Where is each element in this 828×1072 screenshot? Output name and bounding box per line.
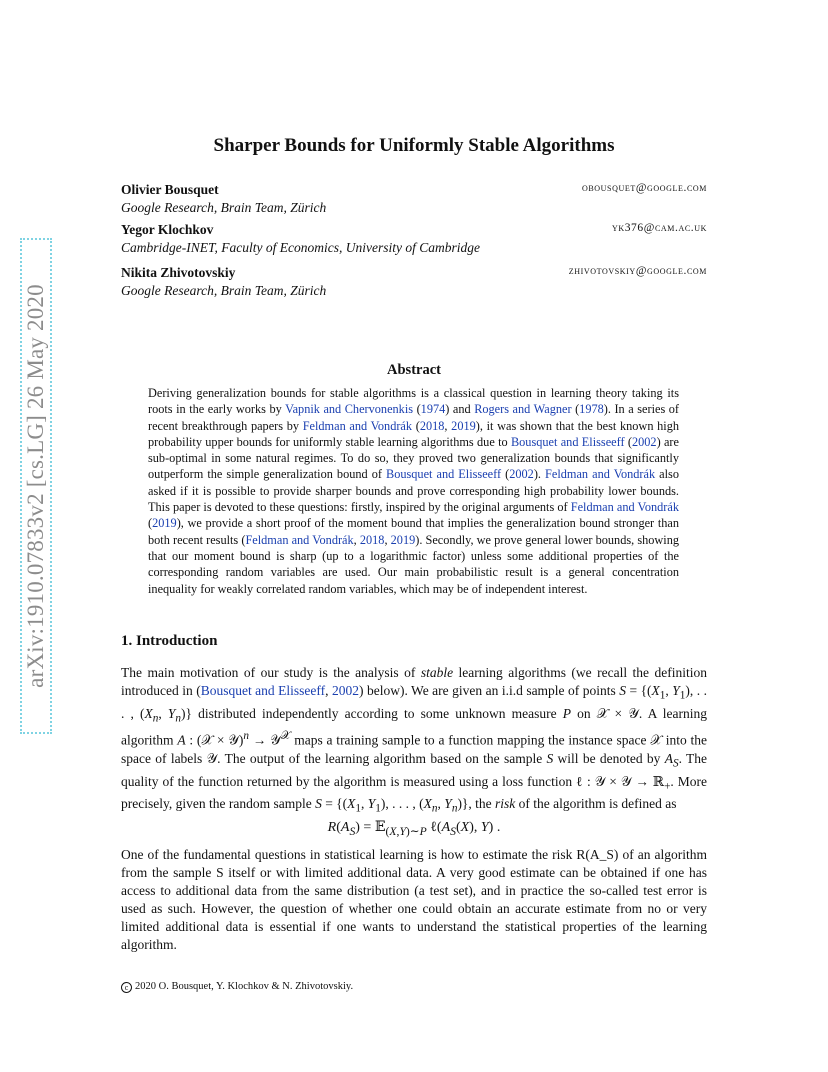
abstract-text: Deriving generalization bounds for stable algorithms is a classical question in learning theory taking its roots in the early works by Vapnik and Chervonenkis (1974) and Rogers and Wagner (1978). In a series of recent breakthrough papers by Feldman and Vondrák (2018, 2019), it was shown that the best known high probability upper bounds for uniformly stable learning algorithms due to Bousquet and Elisseeff (2002) are sub-optimal in some natural regimes. To do so, they proved two generalization bounds that significantly outperform the simple generalization bound of Bousquet and Elisseeff (2002). Feldman and Vondrák also asked if it is possible to provide sharper bounds and prove corresponding high probability lower bounds. This paper is devoted to these questions: firstly, inspired by the original arguments of Feldman and Vondrák (2019), we provide a short proof of the moment bound that implies the generalization bound stronger than both recent results (Feldman and Vondrák, 2018, 2019). Secondly, we prove general lower bounds, showing that our moment bound is sharp (up to a logarithmic factor) unless some additional properties of the corresponding random variables are used. Our main probabilistic result is a general concentration inequality for weakly correlated random variables, which may be of independent interest. xyxy=(148,386,680,596)
author-name: Olivier Bousquet xyxy=(121,182,219,197)
intro-paragraph-2: One of the fundamental questions in statistical learning is how to estimate the risk R(A_S) of an algorithm from the sample S itself or with limited additional data. A very good estimate can be obtained if one has access to additional data from the same distribution (a test set), and in practice the so-called test error is used as such. However, the question of whether one could obtain an accurate estimate from no or very limited additional data is essential if one wants to understand the statistical properties of the learning algorithm. xyxy=(121,847,707,952)
arxiv-stamp xyxy=(20,238,52,734)
citation-link[interactable]: Bousquet and Elisseeff xyxy=(510,434,625,449)
citation-link[interactable]: Feldman and Vondrák xyxy=(570,500,679,515)
author-email[interactable]: obousquet@google.com xyxy=(581,182,707,194)
intro-paragraph-1: The main motivation of our study is the analysis of stable learning algorithms (we recall the definition introduced in (Bousquet and Elisseeff, 2002) below). We are given an i.i.d sample of points $S = \{(X_1$, $Y_1$), . . . , ($X_n$, $Y_n$)} distributed independently according to some unknown measure P on 𝒳 × 𝒴. A learning algorithm A : (𝒳 × 𝒴)$^n$ → 𝒴$^𝒳$ maps a training sample to a function mapping the instance space 𝒳 into the space of labels 𝒴. The output of the learning algorithm based on the sample S will be denoted by $A_S$. The quality of the function returned by the algorithm is measured using a loss function ℓ : 𝒴 × 𝒴 → ℝ$_+$. More precisely, given the random sample $S = \{(X_1$, $Y_1$), . . . , ($X_n$, $Y_n$)}, the risk of the algorithm is defined as xyxy=(121,665,707,815)
arxiv-id: arXiv:1910.07833v2 [cs.LG] 26 May 2020 xyxy=(23,284,48,688)
citation-link[interactable]: 2019 xyxy=(390,532,416,547)
section-heading: 1. Introduction xyxy=(121,633,218,649)
author-block xyxy=(121,181,707,217)
footnote-text: 2020 O. Bousquet, Y. Klochkov & N. Zhivotovskiy. xyxy=(135,981,354,992)
citation-link[interactable]: Feldman and Vondrák xyxy=(545,467,656,482)
author-email[interactable]: yk376@cam.ac.uk xyxy=(611,222,707,234)
citation-link[interactable]: 2019 xyxy=(451,418,476,433)
abstract-heading: Abstract xyxy=(387,362,441,378)
citation-link[interactable]: 2002 xyxy=(509,467,534,482)
author-email[interactable]: zhivotovskiy@google.com xyxy=(568,265,707,277)
copyright-footnote xyxy=(121,981,353,993)
citation-link[interactable]: Rogers and Wagner xyxy=(474,402,572,417)
citation-link[interactable]: 1978 xyxy=(579,402,604,417)
author-affiliation: Cambridge-INET, Faculty of Economics, University of Cambridge xyxy=(121,240,480,255)
author-block xyxy=(121,221,707,257)
author-affiliation: Google Research, Brain Team, Zürich xyxy=(121,200,327,215)
citation-link[interactable]: Feldman and Vondrák xyxy=(302,418,413,433)
citation-link[interactable]: Bousquet and Elisseeff xyxy=(386,467,502,482)
author-name: Yegor Klochkov xyxy=(121,222,214,237)
risk-equation: $R(A_S)$ = 𝔼$_{(X,Y)\sim P}$ $\ell(A_S(X)$, Y) . xyxy=(327,820,501,838)
paper-title: Sharper Bounds for Uniformly Stable Algorithms xyxy=(213,135,615,156)
citation-link[interactable]: 2002 xyxy=(631,434,657,449)
citation-link[interactable]: 2019 xyxy=(152,516,177,531)
citation-link[interactable]: 2018 xyxy=(359,532,385,547)
copyright-icon: c xyxy=(121,982,132,993)
citation-link[interactable]: Feldman and Vondrák xyxy=(245,532,354,547)
citation-link[interactable]: 2018 xyxy=(419,418,445,433)
author-name: Nikita Zhivotovskiy xyxy=(121,265,236,280)
citation-link[interactable]: Bousquet and Elisseeff xyxy=(200,683,326,698)
author-block xyxy=(121,264,707,300)
citation-link[interactable]: 1974 xyxy=(420,402,446,417)
citation-link[interactable]: 2002 xyxy=(331,683,359,698)
author-affiliation: Google Research, Brain Team, Zürich xyxy=(121,283,327,298)
citation-link[interactable]: Vapnik and Chervonenkis xyxy=(285,402,414,417)
